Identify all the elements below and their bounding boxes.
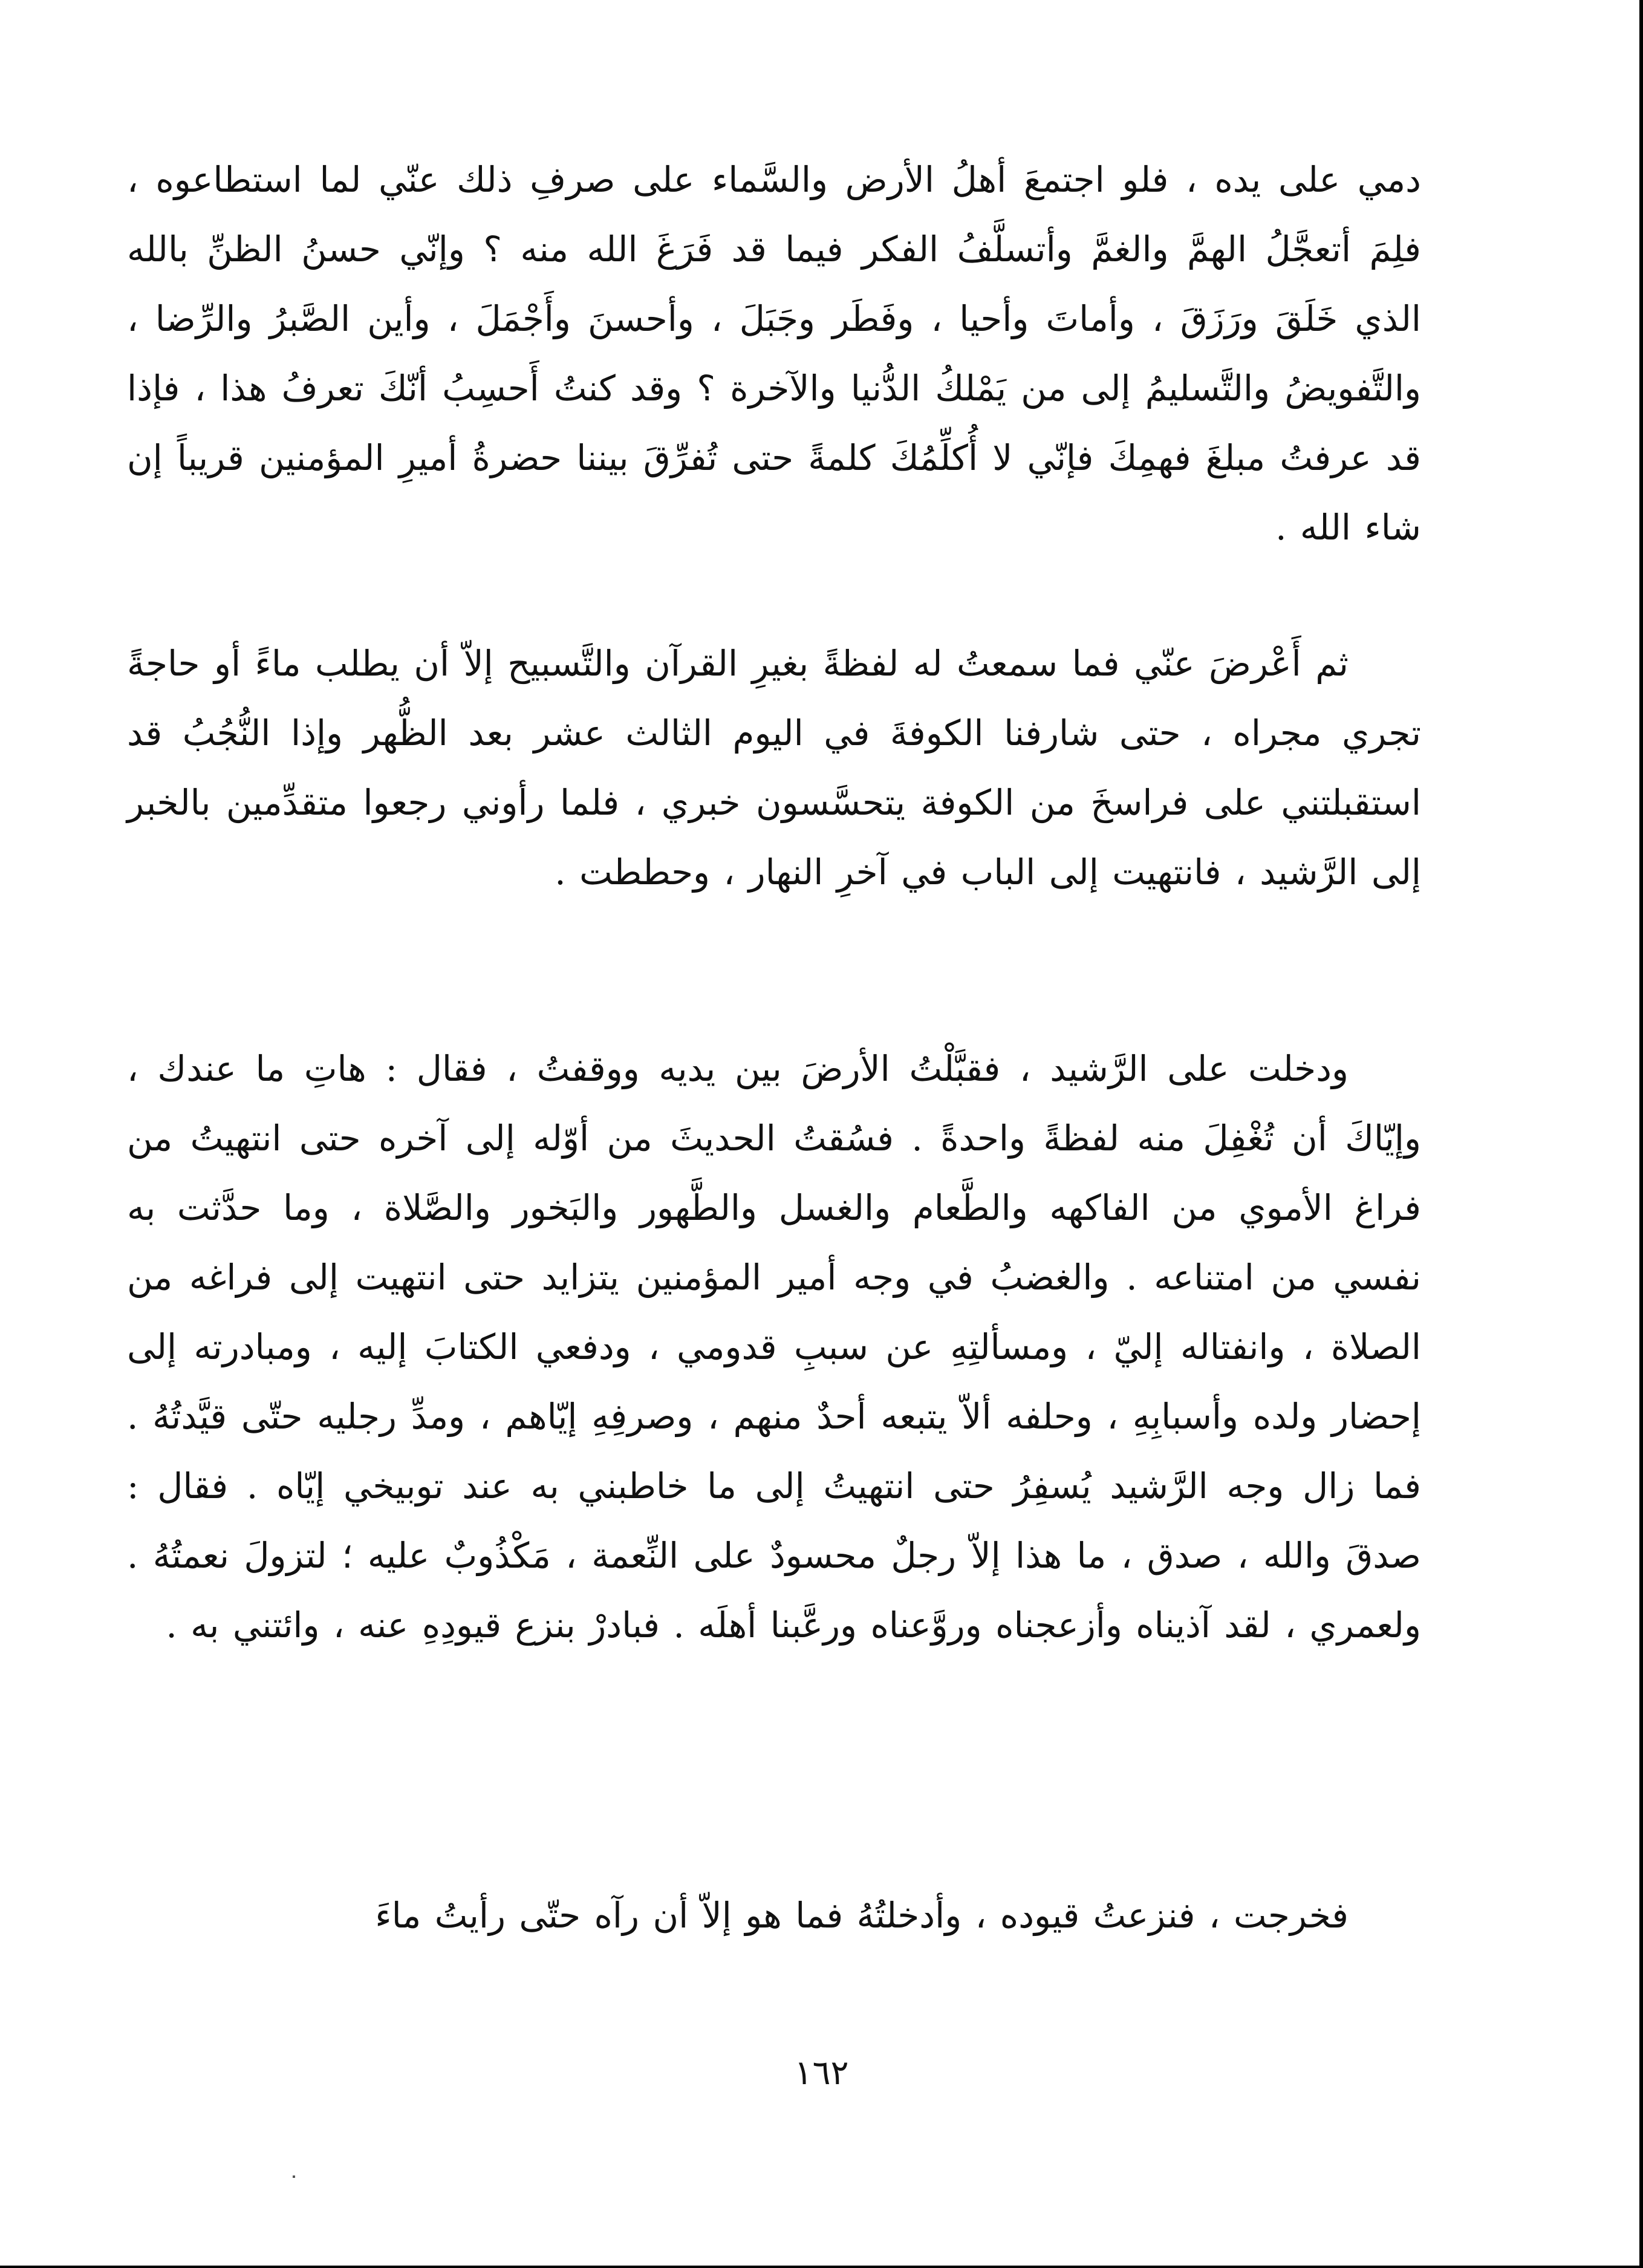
paragraph-3: ودخلت على الرَّشيد ، فقبَّلْتُ الأرضَ بين يديه ووقفتُ ، فقال : هاتِ ما عندك ، وإيّاكَ أن تُغْفِلَ منه لفظةً واحدةً . فسُقتُ الحديثَ من أوّله إلى آخره حتى انتهيتُ من فراغ الأموي من الفاكهه والطَّعام والغسل والطَّهور والبَخور والصَّلاة ، وما حدَّثت به نفسي من امتناعه . والغضبُ في وجه أمير المؤمنين يتزايد حتى انتهيت إلى فراغه من الصلاة ، وانفتاله إليّ ، ومسألتِهِ عن سببِ قدومي ، ودفعي الكتابَ إليه ، ومبادرته إلى إحضار ولده وأسبابِهِ ، وحلفه ألاّ يتبعه أحدٌ منهم ، وصرفِهِ إيّاهم ، ومدِّ رجليه حتّى قيَّدتُهُ . فما زال وجه الرَّشيد يُسفِرُ حتى انتهيتُ إلى ما خاطبني به عند توبيخي إيّاه . فقال : صدقَ والله ، صدق ، ما هذا إلاّ رجلٌ محسودٌ على النِّعمة ، مَكْذُوبٌ عليه ؛ لتزولَ نعمتُهُ . ولعمري ، لقد آذيناه وأزعجناه وروَّعناه ورعَّبنا أهلَه . فبادرْ بنزع قيودِهِ عنه ، وائتني به .: [127, 1048, 1421, 1646]
scan-speck: [293, 2175, 295, 2178]
paragraph-2: ثم أَعْرضَ عنّي فما سمعتُ له لفظةً بغيرِ القرآن والتَّسبيح إلاّ أن يطلب ماءً أو حاجةً تجري مجراه ، حتى شارفنا الكوفةَ في اليوم الثالث عشر بعد الظُّهر وإذا النُّجُبُ قد استقبلتني على فراسخَ من الكوفة يتحسَّسون خبري ، فلما رأوني رجعوا متقدِّمين بالخبر إلى الرَّشيد ، فانتهيت إلى الباب في آخرِ النهار ، وحططت .: [127, 643, 1422, 893]
page-number: ١٦٢: [794, 2053, 849, 2093]
paragraph-4: فخرجت ، فنزعتُ قيوده ، وأدخلتُهُ فما هو إلاّ أن رآه حتّى رأيتُ ماءَ: [375, 1895, 1349, 1936]
paragraph-1: دمي على يده ، فلو اجتمعَ أهلُ الأرض والسَّماء على صرفِ ذلك عنّي لما استطاعوه ، فلِمَ أتعجَّلُ الهمَّ والغمَّ وأتسلَّفُ الفكر فيما قد فَرَغَ الله منه ؟ وإنّي حسنُ الظنِّ بالله الذي خَلَقَ ورَزَقَ ، وأماتَ وأحيا ، وفَطَر وجَبَلَ ، وأحسنَ وأَجْمَلَ ، وأين الصَّبرُ والرِّضا ، والتَّفويضُ والتَّسليمُ إلى من يَمْلكُ الدُّنيا والآخرة ؟ وقد كنتُ أَحسِبُ أنّكَ تعرفُ هذا ، فإذا قد عرفتُ مبلغَ فهمِكَ فإنّي لا أُكلِّمُكَ كلمةً حتى تُفرِّقَ بيننا حضرةُ أميرِ المؤمنين قريباً إن شاء الله .: [127, 159, 1421, 548]
scan-edge-right: [1639, 0, 1643, 2268]
scan-edge-bottom: [0, 2266, 1643, 2268]
